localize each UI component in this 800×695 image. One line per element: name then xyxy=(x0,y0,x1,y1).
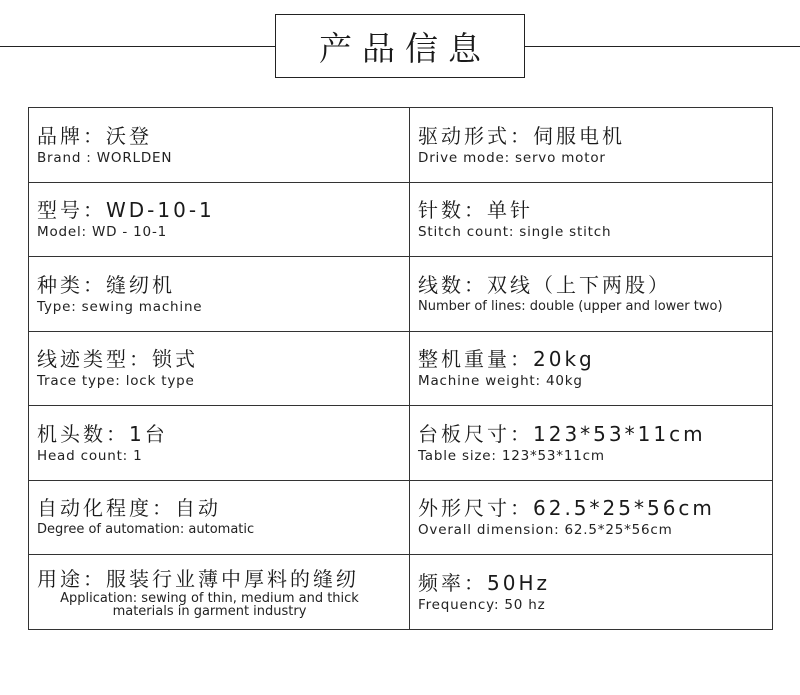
spec-cell-drive-mode xyxy=(410,108,773,183)
spec-cell-brand xyxy=(29,108,410,183)
spec-cell-automation xyxy=(29,480,410,555)
table-row xyxy=(29,257,773,332)
spec-cell-frequency xyxy=(410,555,773,630)
table-row xyxy=(29,108,773,183)
spec-cell-overall-dimension xyxy=(410,480,773,555)
table-row xyxy=(29,480,773,555)
spec-label-zh: 频率：50Hz xyxy=(418,570,550,595)
spec-label-zh: 外形尺寸：62.5*25*56cm xyxy=(418,496,715,521)
spec-label-zh: 种类：缝纫机 xyxy=(37,272,175,297)
spec-label-zh: 线迹类型：锁式 xyxy=(37,347,198,372)
spec-label-en: Number of lines: double (upper and lower two) xyxy=(418,298,723,314)
spec-label-zh: 针数：单针 xyxy=(418,198,533,223)
page-title: 产品信息 xyxy=(275,14,525,78)
spec-label-en: Head count: 1 xyxy=(37,447,143,464)
spec-cell-type xyxy=(29,257,410,332)
spec-label-en: Model: WD - 10-1 xyxy=(37,224,168,241)
table-row xyxy=(29,406,773,481)
spec-label-en: Type: sewing machine xyxy=(37,298,203,315)
spec-cell-trace-type xyxy=(29,331,410,406)
spec-label-zh: 台板尺寸：123*53*11cm xyxy=(418,421,706,446)
title-rule-left xyxy=(0,46,275,47)
spec-label-zh: 驱动形式：伺服电机 xyxy=(418,123,625,148)
spec-label-zh: 自动化程度：自动 xyxy=(37,496,221,521)
spec-label-zh: 用途：服装行业薄中厚料的缝纫 xyxy=(37,566,359,591)
table-row xyxy=(29,555,773,630)
spec-label-en: Application: sewing of thin, medium and thick materials in garment industry xyxy=(60,590,359,619)
spec-label-en: Drive mode: servo motor xyxy=(418,149,606,166)
spec-cell-table-size xyxy=(410,406,773,481)
spec-label-zh: 线数：双线（上下两股） xyxy=(418,272,671,297)
spec-label-en: Stitch count: single stitch xyxy=(418,224,612,241)
spec-label-en: Brand : WORLDEN xyxy=(37,149,173,166)
spec-label-zh: 整机重量：20kg xyxy=(418,347,595,372)
spec-label-zh: 机头数：1台 xyxy=(37,421,168,446)
spec-label-zh: 品牌：沃登 xyxy=(37,123,152,148)
spec-label-en: Table size: 123*53*11cm xyxy=(418,447,605,464)
product-info-table xyxy=(28,107,773,630)
table-row xyxy=(29,182,773,257)
title-rule-right xyxy=(525,46,800,47)
spec-cell-application xyxy=(29,555,410,630)
spec-label-en: Degree of automation: automatic xyxy=(37,522,255,538)
spec-label-en: Frequency: 50 hz xyxy=(418,596,546,613)
spec-label-en: Machine weight: 40kg xyxy=(418,373,583,390)
spec-cell-stitch-count xyxy=(410,182,773,257)
table-row xyxy=(29,331,773,406)
spec-label-en: Trace type: lock type xyxy=(37,373,195,390)
spec-cell-machine-weight xyxy=(410,331,773,406)
spec-cell-model xyxy=(29,182,410,257)
spec-label-en: Overall dimension: 62.5*25*56cm xyxy=(418,522,673,539)
spec-cell-number-of-lines xyxy=(410,257,773,332)
spec-cell-head-count xyxy=(29,406,410,481)
spec-label-zh: 型号：WD-10-1 xyxy=(37,198,215,223)
